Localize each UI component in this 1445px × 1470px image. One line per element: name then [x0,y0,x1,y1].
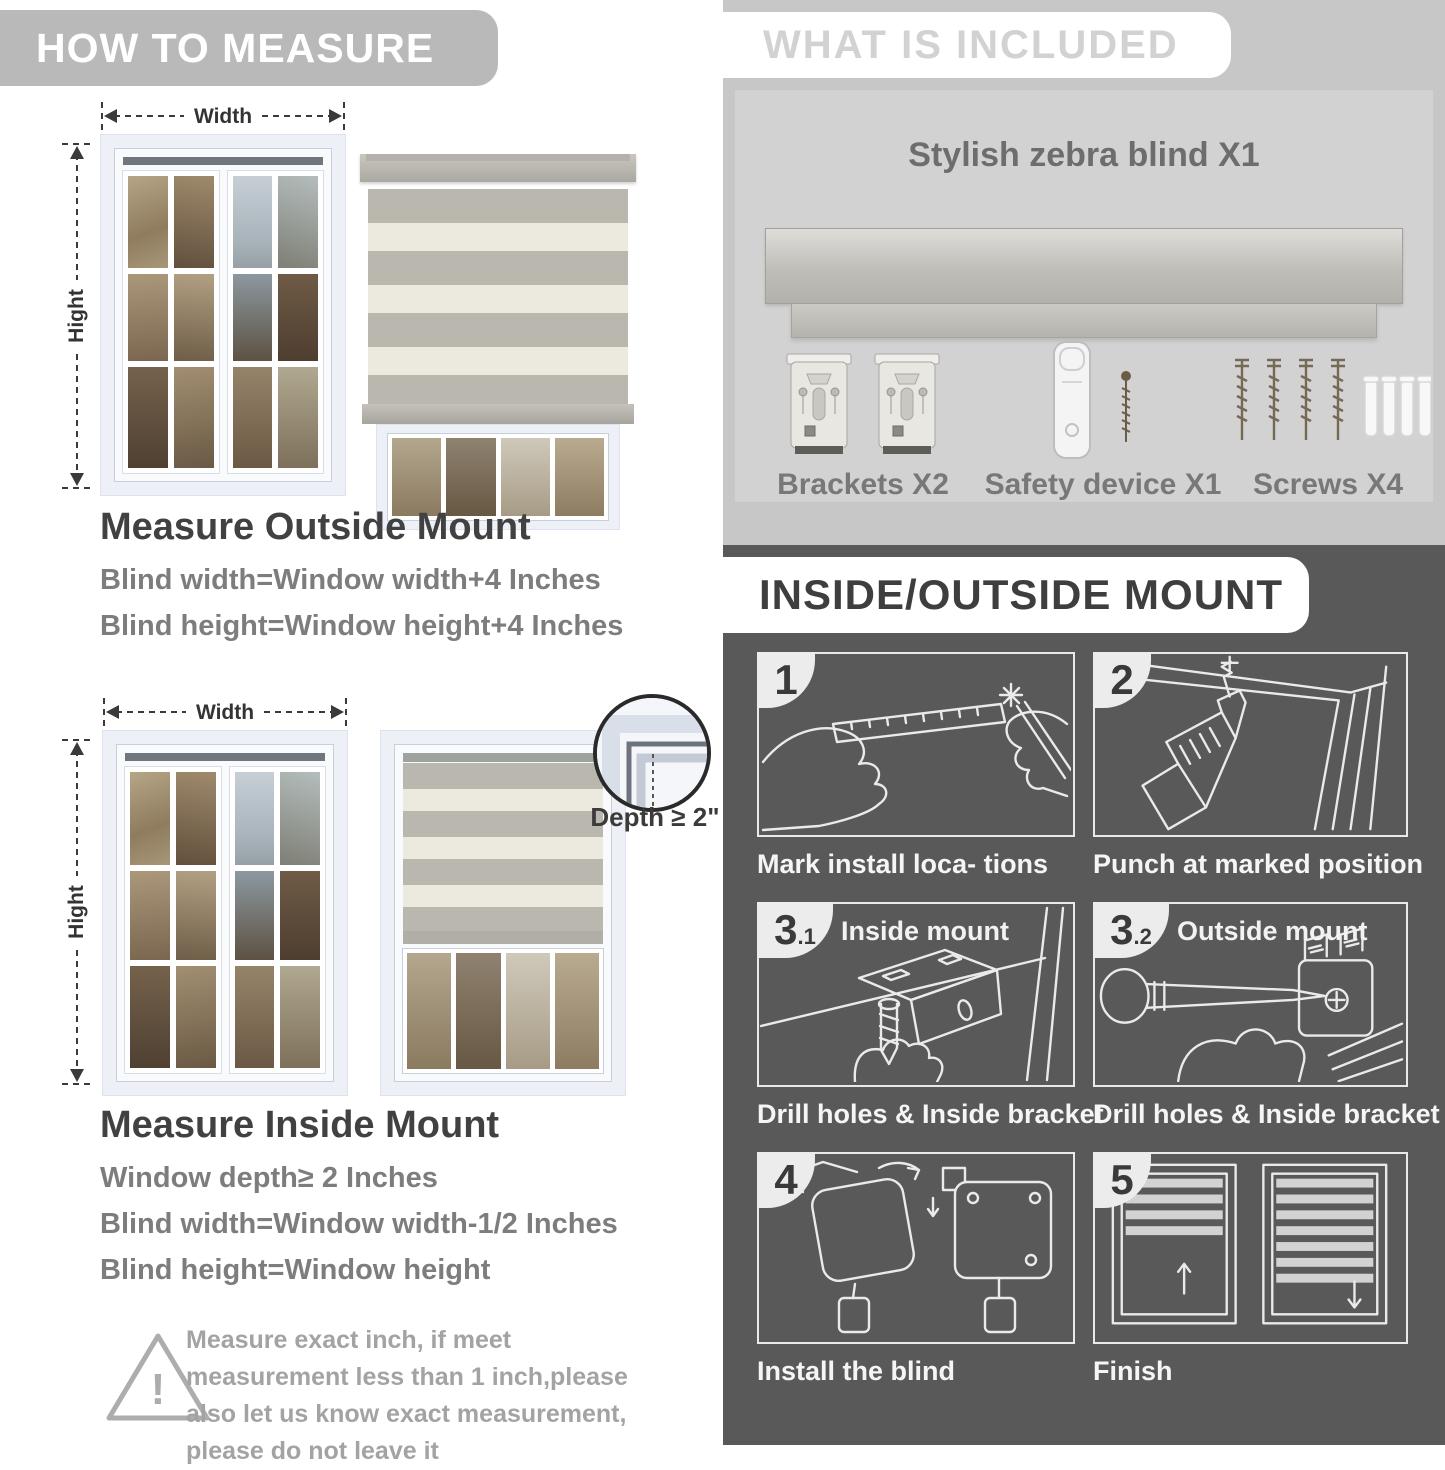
step-caption: Drill holes & Inside bracket [757,1099,1104,1129]
inside-outside-mount-section [723,545,1445,1445]
how-to-measure-section [0,0,720,1465]
measure-inside-line-3: Blind height=Window height [100,1254,491,1286]
step-card-3-1 [757,902,1104,1130]
window-illustration-inside [102,730,348,1096]
blind-bottom-rail [362,404,634,424]
step-caption: Install the blind [757,1356,956,1386]
step-card-5 [1093,1152,1408,1387]
window-blind-track [123,157,323,165]
width-dimension [100,698,350,726]
blind-zebra-shade [368,189,628,404]
included-panel [735,90,1433,502]
measure-outside-line-1: Blind width=Window width+4 Inches [100,564,601,596]
step-card-3-2 [1093,902,1440,1130]
step-number-badge: 5 [1093,1152,1151,1208]
brackets-label: Brackets X2 [777,468,949,501]
width-dimension [98,102,348,130]
step-number-badge: 4 [757,1152,815,1208]
screws-icon [1223,352,1431,460]
step-caption: Punch at marked position [1093,849,1424,879]
screw-icon [1122,372,1130,442]
step-caption: Mark install loca- tions [757,849,1049,879]
height-dimension-label: Hight [65,289,88,343]
height-dimension-label: Hight [65,885,88,939]
step-box [757,652,1075,837]
window-frame [114,148,332,482]
step-card-4 [757,1152,1075,1387]
measure-outside-title: Measure Outside Mount [100,506,531,548]
measure-outside-line-2: Blind height=Window height+4 Inches [100,610,624,642]
how-to-measure-banner [0,10,498,86]
measure-warning-text: Measure exact inch, if meet measurement less than 1 inch,please also let us know exact measurement, please do not leave it [186,1326,628,1465]
height-dimension [62,138,92,494]
window-sash-right [229,766,327,1074]
measure-inside-line-1: Window depth≥ 2 Inches [100,1162,438,1194]
zebra-blind-inside-illustration [380,730,626,1096]
step-caption: Drill holes & Inside bracket [1093,1099,1440,1129]
wall-anchor-icon [1363,376,1431,436]
headrail-illustration [765,228,1403,304]
exclamation-glyph: ! [150,1365,166,1414]
zebra-blind-outside-illustration [360,126,636,530]
blind-zebra-shade [403,763,603,931]
headrail-lip [791,304,1377,338]
blind-cassette [403,753,603,762]
blind-bottom-rail [403,931,603,944]
window-blind-track [125,753,325,761]
width-dimension-label: Width [195,701,255,724]
blind-cassette [360,154,636,182]
zebra-blind-item-label: Stylish zebra blind X1 [908,136,1260,174]
step-card-2 [1093,652,1424,880]
step-title: Outside mount [1177,916,1368,946]
step-box [757,902,1075,1087]
bracket-icon [783,348,943,466]
how-to-measure-title: HOW TO MEASURE [36,24,435,71]
step-number-badge: 3 .2 [1093,902,1169,958]
what-is-included-section [723,0,1445,545]
measure-inside-title: Measure Inside Mount [100,1104,500,1146]
window-sash-right [227,170,325,474]
window-frame [116,744,334,1082]
safety-device-icon [1040,338,1170,464]
window-corner-detail [597,698,707,808]
window-illustration-outside [100,134,346,496]
step-box [1093,1152,1408,1344]
inside-outside-mount-title: INSIDE/OUTSIDE MOUNT [759,571,1284,618]
step-box [757,1152,1075,1344]
what-is-included-title: WHAT IS INCLUDED [763,22,1179,67]
step-number-badge: 1 [757,652,815,708]
height-dimension [62,734,92,1090]
inside-outside-mount-banner [723,557,1309,633]
window-sash-left [124,766,222,1074]
safety-device-label: Safety device X1 [984,468,1222,501]
window-frame [394,744,612,1082]
width-dimension-label: Width [193,105,253,128]
depth-magnifier [593,694,711,812]
depth-label: Depth ≥ 2" [590,802,720,832]
step-caption: Finish [1093,1356,1173,1386]
window-sash-left [122,170,220,474]
measure-inside-line-2: Blind width=Window width-1/2 Inches [100,1208,618,1240]
step-title: Inside mount [841,916,1009,946]
step-number-badge: 3 .1 [757,902,833,958]
screws-label: Screws X4 [1252,468,1404,501]
step-box [1093,652,1408,837]
step-number-badge: 2 [1093,652,1151,708]
step-box [1093,902,1408,1087]
what-is-included-banner [723,12,1231,78]
step-card-1 [757,652,1075,880]
